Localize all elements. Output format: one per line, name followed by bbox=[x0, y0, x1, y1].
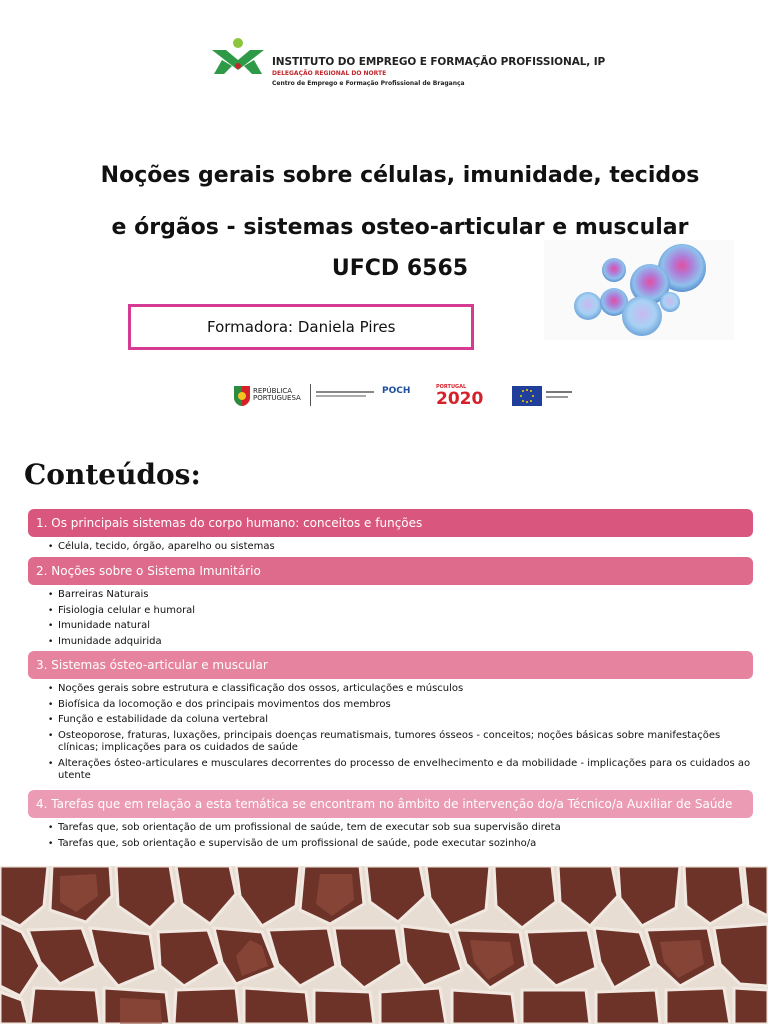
republica-logo bbox=[234, 384, 301, 406]
title-line-2: e órgãos - sistemas osteo-articular e muscular bbox=[111, 215, 689, 240]
list-item: • Noções gerais sobre estrutura e classificação dos ossos, articulações e músculos bbox=[50, 683, 753, 696]
iefp-logo bbox=[210, 36, 606, 96]
course-title bbox=[100, 150, 700, 254]
contents-title: Conteúdos: bbox=[24, 458, 201, 491]
list-item: • Fisiologia celular e humoral bbox=[50, 605, 753, 618]
divider bbox=[310, 384, 311, 406]
list-item: • Imunidade natural bbox=[50, 620, 753, 633]
year-text: 2020 bbox=[436, 389, 484, 409]
trainer-box bbox=[128, 304, 474, 350]
republica-text-2: PORTUGUESA bbox=[253, 394, 301, 402]
portugal2020-logo bbox=[436, 384, 483, 408]
section-3 bbox=[28, 651, 753, 786]
cells-illustration bbox=[544, 240, 734, 340]
section-4 bbox=[28, 790, 753, 853]
course-code: UFCD 6565 bbox=[331, 256, 469, 281]
list-item: • Osteoporose, fraturas, luxações, principais doenças reumatismais, tumores ósseos - conceitos; noções básicas sobre manifestações clínicas; implicações para os cuidados de saúde bbox=[50, 730, 753, 755]
list-item: • Imunidade adquirida bbox=[50, 636, 753, 649]
eu-text-graphic bbox=[546, 390, 576, 400]
trainer-name: Formadora: Daniela Pires bbox=[207, 318, 396, 336]
section-1-list bbox=[28, 541, 753, 554]
poch-logo: POCH bbox=[382, 386, 411, 396]
delegation: DELEGAÇÃO REGIONAL DO NORTE bbox=[272, 70, 387, 77]
list-item: • Biofísica da locomoção e dos principais movimentos dos membros bbox=[50, 699, 753, 712]
iefp-logo-icon bbox=[210, 36, 266, 76]
list-item: • Tarefas que, sob orientação de um profissional de saúde, tem de executar sob sua supervisão direta bbox=[50, 822, 753, 835]
section-3-list bbox=[28, 683, 753, 783]
section-1-header: 1. Os principais sistemas do corpo humano: conceitos e funções bbox=[28, 509, 753, 537]
ministry-logo bbox=[316, 391, 376, 399]
section-2-list bbox=[28, 589, 753, 648]
section-4-list bbox=[28, 822, 753, 850]
republica-shield-icon bbox=[234, 384, 250, 406]
portugal-text: PORTUGAL bbox=[436, 384, 467, 390]
republica-text-1: REPÚBLICA bbox=[253, 386, 293, 395]
list-item: • Função e estabilidade da coluna vertebral bbox=[50, 714, 753, 727]
funding-logos bbox=[234, 382, 574, 410]
list-item: • Barreiras Naturais bbox=[50, 589, 753, 602]
list-item: • Alterações ósteo-articulares e musculares decorrentes do processo de envelhecimento e da mobilidade - implicações para os cuidados ao utente bbox=[50, 758, 753, 783]
section-4-header: 4. Tarefas que em relação a esta temática se encontram no âmbito de intervenção do/a Técnico/a Auxiliar de Saúde bbox=[28, 790, 753, 818]
section-3-header: 3. Sistemas ósteo-articular e muscular bbox=[28, 651, 753, 679]
muscle-tissue-image bbox=[0, 866, 768, 1024]
training-center: Centro de Emprego e Formação Profissional de Bragança bbox=[272, 80, 465, 87]
title-line-1: Noções gerais sobre células, imunidade, tecidos bbox=[100, 163, 700, 188]
section-1 bbox=[28, 509, 753, 557]
list-item: • Célula, tecido, órgão, aparelho ou sistemas bbox=[50, 541, 753, 554]
org-name: INSTITUTO DO EMPREGO E FORMAÇÃO PROFISSIONAL, IP bbox=[272, 56, 606, 68]
section-2-header: 2. Noções sobre o Sistema Imunitário bbox=[28, 557, 753, 585]
list-item: • Tarefas que, sob orientação e supervisão de um profissional de saúde, pode executar sozinho/a bbox=[50, 838, 753, 851]
section-2 bbox=[28, 557, 753, 651]
eu-flag-icon bbox=[512, 386, 542, 406]
